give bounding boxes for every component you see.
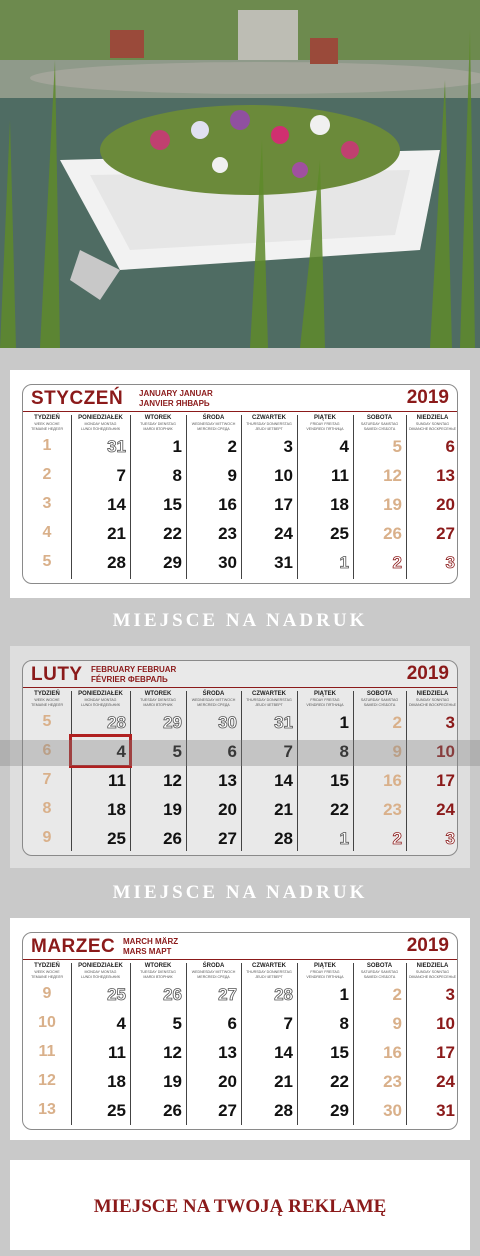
day-number: 14 [107,495,126,514]
day-cell[interactable] [71,827,130,851]
day-number: 4 [116,1014,126,1033]
day-cell[interactable] [241,1012,297,1036]
day-number: 8 [339,1014,349,1033]
day-cell[interactable] [406,711,459,735]
day-cell[interactable] [186,711,241,735]
day-cell[interactable] [353,1012,406,1036]
day-cell[interactable] [406,1041,459,1065]
day-number: 2 [392,713,402,732]
day-number: 19 [163,1072,182,1091]
day-number: 2 [392,985,402,1004]
day-cell[interactable] [186,464,241,488]
day-number: 16 [383,771,402,790]
day-number: 10 [274,466,293,485]
day-number: 29 [163,713,182,732]
current-week-band [0,740,480,766]
day-number: 16 [383,1043,402,1062]
day-number: 20 [218,800,237,819]
weekday-header: TYDZIEŃ WEEK WOCHE TEMAINE НЕДЕЛЯ [31,415,63,431]
day-number: 25 [107,985,126,1004]
weekday-header: SOBOTA SATURDAY SAMSTAG SAMEDI СУББОТА [360,963,399,979]
weekday-header: CZWARTEK THURSDAY DONNERSTAG JEUDI ЧЕТВЕРГ [246,691,292,707]
week-number: 3 [42,495,52,512]
day-cell[interactable] [71,551,130,575]
weekday-header: NIEDZIELA SUNDAY SONNTAG DIMANCHE ВОСКРЕСЕНЬЕ [408,691,457,707]
day-number: 30 [218,713,237,732]
weekday-header: SOBOTA SATURDAY SAMSTAG SAMEDI СУББОТА [360,415,399,431]
day-cell[interactable] [130,493,186,517]
weekday-header: PIĄTEK FRIDAY FREITAG VENDREDI ПЯТНИЦА [306,415,344,431]
day-cell[interactable] [241,464,297,488]
day-cell[interactable] [186,827,241,851]
day-number: 6 [227,1014,237,1033]
day-number: 5 [392,437,402,456]
day-cell[interactable] [353,493,406,517]
day-number: 5 [172,742,182,761]
day-cell[interactable] [353,522,406,546]
header-photo [0,0,480,348]
day-cell[interactable] [130,464,186,488]
imprint-slogan: MIEJSCE NA NADRUK [112,882,368,903]
week-number: 10 [38,1014,56,1031]
day-number: 25 [107,829,126,848]
day-cell[interactable] [71,769,130,793]
day-cell[interactable] [353,798,406,822]
weekday-header: PONIEDZIAŁEK MONDAY MONTAG LUNDI ПОНЕДЕЛЬНИК [78,415,123,431]
weekday-header: CZWARTEK THURSDAY DONNERSTAG JEUDI ЧЕТВЕРГ [246,415,292,431]
day-number: 11 [108,1043,126,1062]
day-number: 28 [274,829,293,848]
day-number: 21 [107,524,126,543]
day-number: 3 [445,985,455,1004]
day-number: 6 [445,437,455,456]
calendar-march [10,918,470,1140]
day-cell[interactable] [71,711,130,735]
week-number: 8 [42,800,52,817]
day-cell[interactable] [353,711,406,735]
day-number: 2 [392,553,402,572]
day-cell[interactable] [406,1012,459,1036]
day-number: 1 [339,553,349,572]
day-number: 7 [116,466,126,485]
day-cell[interactable] [241,711,297,735]
day-cell[interactable] [186,1012,241,1036]
day-cell[interactable] [297,827,353,851]
day-number: 4 [339,437,349,456]
weekday-header: WTOREK TUESDAY DIENSTAG MARDI ВТОРНИК [140,691,176,707]
day-cell[interactable] [186,1099,241,1123]
day-number: 2 [227,437,237,456]
day-cell[interactable] [353,983,406,1007]
weekday-header: ŚRODA WEDNESDAY MITTWOCH MERCREDI СРЕДА [191,415,236,431]
header-divider [23,959,457,960]
header-divider [23,411,457,412]
week-number: 11 [38,1043,56,1060]
day-number: 22 [163,524,182,543]
day-cell[interactable] [130,827,186,851]
day-number: 13 [218,1043,237,1062]
day-cell[interactable] [130,769,186,793]
weekday-header: ŚRODA WEDNESDAY MITTWOCH MERCREDI СРЕДА [191,691,236,707]
day-cell[interactable] [353,435,406,459]
day-number: 21 [274,800,293,819]
day-number: 12 [163,1043,182,1062]
day-cell[interactable] [406,464,459,488]
day-number: 16 [218,495,237,514]
day-cell[interactable] [297,1099,353,1123]
day-cell[interactable] [71,1070,130,1094]
day-cell[interactable] [297,1041,353,1065]
day-cell[interactable] [241,493,297,517]
day-number: 1 [339,985,349,1004]
day-number: 24 [436,1072,455,1091]
week-number: 9 [42,829,52,846]
day-number: 23 [383,1072,402,1091]
day-number: 11 [331,466,349,485]
week-number: 7 [42,771,52,788]
day-number: 25 [330,524,349,543]
day-number: 20 [436,495,455,514]
weekday-header: TYDZIEŃ WEEK WOCHE TEMAINE НЕДЕЛЯ [31,691,63,707]
day-cell[interactable] [241,435,297,459]
day-number: 29 [163,553,182,572]
day-number: 15 [330,1043,349,1062]
day-cell[interactable] [297,522,353,546]
day-cell[interactable] [241,1070,297,1094]
week-number: 4 [42,524,52,541]
day-number: 1 [339,713,349,732]
week-number: 6 [42,742,52,759]
day-cell[interactable] [186,435,241,459]
day-cell[interactable] [186,798,241,822]
weekday-header: PONIEDZIAŁEK MONDAY MONTAG LUNDI ПОНЕДЕЛЬНИК [78,691,123,707]
day-number: 18 [107,800,126,819]
day-cell[interactable] [241,983,297,1007]
day-cell[interactable] [406,435,459,459]
month-frame [22,384,458,584]
day-number: 23 [218,524,237,543]
day-cell[interactable] [297,983,353,1007]
day-number: 14 [274,1043,293,1062]
weekday-header: PIĄTEK FRIDAY FREITAG VENDREDI ПЯТНИЦА [306,963,344,979]
week-number: 5 [42,553,52,570]
day-cell[interactable] [406,551,459,575]
day-number: 31 [274,713,293,732]
weekday-header: SOBOTA SATURDAY SAMSTAG SAMEDI СУББОТА [360,691,399,707]
day-number: 28 [107,553,126,572]
day-number: 17 [436,1043,455,1062]
day-cell[interactable] [241,769,297,793]
day-cell[interactable] [130,435,186,459]
day-cell[interactable] [297,435,353,459]
day-number: 3 [283,437,293,456]
week-number: 13 [38,1101,56,1118]
day-cell[interactable] [71,798,130,822]
day-number: 31 [274,553,293,572]
day-number: 5 [172,1014,182,1033]
day-cell[interactable] [130,983,186,1007]
day-number: 27 [218,829,237,848]
day-cell[interactable] [186,493,241,517]
week-number: 9 [42,985,52,1002]
day-number: 20 [218,1072,237,1091]
day-cell[interactable] [297,1070,353,1094]
day-number: 22 [330,800,349,819]
weekday-header: NIEDZIELA SUNDAY SONNTAG DIMANCHE ВОСКРЕСЕНЬЕ [408,415,457,431]
day-number: 9 [227,466,237,485]
day-number: 30 [218,553,237,572]
day-number: 15 [330,771,349,790]
day-cell[interactable] [71,1041,130,1065]
day-cell[interactable] [406,1099,459,1123]
week-number: 1 [42,437,52,454]
day-number: 12 [383,466,402,485]
day-number: 25 [107,1101,126,1120]
day-number: 10 [436,742,455,761]
day-cell[interactable] [241,798,297,822]
day-number: 24 [274,524,293,543]
day-cell[interactable] [130,1012,186,1036]
day-cell[interactable] [130,1041,186,1065]
weekday-header: ŚRODA WEDNESDAY MITTWOCH MERCREDI СРЕДА [191,963,236,979]
day-cell[interactable] [186,522,241,546]
day-cell[interactable] [186,983,241,1007]
day-cell[interactable] [130,711,186,735]
boat-with-flowers-photo [0,0,480,348]
day-number: 26 [163,985,182,1004]
day-number: 3 [445,829,455,848]
day-cell[interactable] [297,493,353,517]
weekday-header: PONIEDZIAŁEK MONDAY MONTAG LUNDI ПОНЕДЕЛЬНИК [78,963,123,979]
ad-text: MIEJSCE NA TWOJĄ REKLAMĘ [93,1196,387,1217]
imprint-slogan: MIEJSCE NA NADRUK [112,610,368,631]
day-cell[interactable] [130,551,186,575]
day-number: 19 [383,495,402,514]
day-number: 6 [227,742,237,761]
ad-space [10,1160,470,1250]
day-cell[interactable] [353,1041,406,1065]
day-number: 26 [163,829,182,848]
day-cell[interactable] [353,769,406,793]
day-cell[interactable] [130,798,186,822]
day-cell[interactable] [241,1041,297,1065]
month-year: 2019 [406,935,449,956]
day-number: 24 [436,800,455,819]
day-number: 1 [339,829,349,848]
day-number: 28 [274,985,293,1004]
day-cell[interactable] [406,798,459,822]
day-cell[interactable] [186,769,241,793]
day-number: 27 [218,985,237,1004]
day-cell[interactable] [297,551,353,575]
month-translations: FEBRUARY FEBRUAR FÉVRIER ФЕВРАЛЬ [91,665,177,684]
day-number: 23 [383,800,402,819]
month-translations: JANUARY JANUAR JANVIER ЯНВАРЬ [139,389,213,408]
day-number: 22 [330,1072,349,1091]
header-divider [23,687,457,688]
day-cell[interactable] [130,1070,186,1094]
month-name: LUTY [31,664,83,685]
week-number: 5 [42,713,52,730]
weekday-header: NIEDZIELA SUNDAY SONNTAG DIMANCHE ВОСКРЕСЕНЬЕ [408,963,457,979]
day-cell[interactable] [130,522,186,546]
day-number: 7 [283,742,293,761]
day-cell[interactable] [241,551,297,575]
day-cell[interactable] [241,827,297,851]
day-cell[interactable] [186,551,241,575]
day-cell[interactable] [297,711,353,735]
weekday-header: TYDZIEŃ WEEK WOCHE TEMAINE НЕДЕЛЯ [31,963,63,979]
day-number: 27 [218,1101,237,1120]
day-cell[interactable] [186,1041,241,1065]
day-number: 29 [330,1101,349,1120]
weekday-header: PIĄTEK FRIDAY FREITAG VENDREDI ПЯТНИЦА [306,691,344,707]
day-number: 3 [445,713,455,732]
day-number: 28 [107,713,126,732]
day-cell[interactable] [406,769,459,793]
day-cell[interactable] [353,551,406,575]
day-cell[interactable] [186,1070,241,1094]
day-cell[interactable] [406,493,459,517]
week-number: 2 [42,466,52,483]
day-number: 11 [108,771,126,790]
day-cell[interactable] [297,769,353,793]
day-number: 31 [107,437,126,456]
day-cell[interactable] [241,522,297,546]
day-number: 8 [172,466,182,485]
day-number: 15 [163,495,182,514]
day-number: 21 [274,1072,293,1091]
day-cell[interactable] [130,1099,186,1123]
day-number: 27 [436,524,455,543]
day-number: 9 [392,1014,402,1033]
day-number: 14 [274,771,293,790]
day-number: 17 [274,495,293,514]
day-number: 18 [330,495,349,514]
day-cell[interactable] [71,983,130,1007]
month-name: STYCZEŃ [31,388,124,409]
day-cell[interactable] [71,435,130,459]
day-number: 13 [218,771,237,790]
day-cell[interactable] [353,464,406,488]
day-number: 10 [436,1014,455,1033]
day-number: 30 [383,1101,402,1120]
day-cell[interactable] [406,983,459,1007]
day-cell[interactable] [71,493,130,517]
day-number: 26 [383,524,402,543]
day-cell[interactable] [406,827,459,851]
day-cell[interactable] [71,522,130,546]
day-cell[interactable] [406,1070,459,1094]
day-cell[interactable] [297,798,353,822]
day-number: 19 [163,800,182,819]
month-translations: MARCH MÄRZ MARS МАРТ [123,937,179,956]
day-cell[interactable] [353,1099,406,1123]
month-year: 2019 [406,387,449,408]
day-number: 4 [116,742,126,761]
week-number: 12 [38,1072,56,1089]
day-number: 3 [445,553,455,572]
day-number: 2 [392,829,402,848]
day-cell[interactable] [71,1099,130,1123]
day-number: 28 [274,1101,293,1120]
day-number: 13 [436,466,455,485]
month-name: MARZEC [31,936,116,957]
day-number: 31 [436,1101,455,1120]
day-number: 7 [283,1014,293,1033]
day-cell[interactable] [71,464,130,488]
day-cell[interactable] [241,1099,297,1123]
day-number: 1 [172,437,182,456]
month-year: 2019 [406,663,449,684]
weekday-header: CZWARTEK THURSDAY DONNERSTAG JEUDI ЧЕТВЕРГ [246,963,292,979]
day-cell[interactable] [297,464,353,488]
day-cell[interactable] [406,522,459,546]
weekday-header: WTOREK TUESDAY DIENSTAG MARDI ВТОРНИК [140,415,176,431]
day-number: 26 [163,1101,182,1120]
day-cell[interactable] [353,1070,406,1094]
calendar-january [10,370,470,598]
weekday-header: WTOREK TUESDAY DIENSTAG MARDI ВТОРНИК [140,963,176,979]
day-cell[interactable] [297,1012,353,1036]
day-number: 8 [339,742,349,761]
day-number: 18 [107,1072,126,1091]
day-cell[interactable] [353,827,406,851]
month-frame [22,932,458,1130]
day-number: 12 [163,771,182,790]
day-number: 17 [436,771,455,790]
day-cell[interactable] [71,1012,130,1036]
day-number: 9 [392,742,402,761]
